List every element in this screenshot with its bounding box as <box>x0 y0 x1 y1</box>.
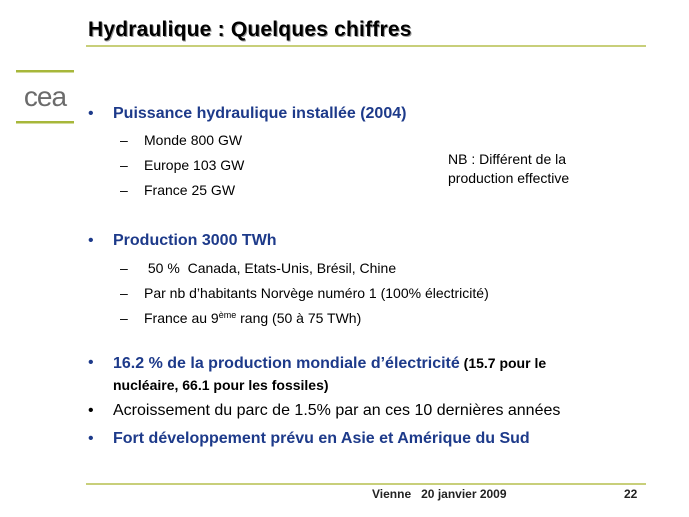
title-divider <box>86 45 646 47</box>
sub-item-text: France 25 GW <box>144 182 236 198</box>
world-share-continuation: nucléaire, 66.1 pour les fossiles) <box>113 377 329 393</box>
bullet-dot: • <box>88 232 94 249</box>
dash-mark: – <box>120 260 128 276</box>
footer-divider <box>86 483 646 485</box>
sub-item-text <box>144 309 361 327</box>
sub-item-text: 50 % Canada, Etats-Unis, Brésil, Chine <box>144 260 397 276</box>
sub-item-text: Par nb d’habitants Norvège numéro 1 (100% électricité) <box>144 285 489 301</box>
nb-note-line: NB : Différent de la <box>448 151 567 167</box>
nb-note <box>448 150 569 188</box>
dash-mark: – <box>120 285 128 301</box>
dash-mark: – <box>120 182 128 198</box>
rank-superscript: ème <box>218 310 237 320</box>
dash-mark: – <box>120 132 128 148</box>
dash-mark: – <box>120 310 128 326</box>
bullet-dot: • <box>88 354 94 371</box>
bullet-dot: • <box>88 105 94 122</box>
page-number: 22 <box>624 487 638 501</box>
bullet-text: Production 3000 TWh <box>113 232 277 249</box>
rank-suffix: rang (50 à 75 TWh) <box>236 310 362 326</box>
sub-item-text: Monde 800 GW <box>144 132 243 148</box>
svg-text:cea: cea <box>23 81 67 112</box>
footer-event-date: Vienne 20 janvier 2009 <box>372 487 507 501</box>
bullet-dot: • <box>88 430 94 447</box>
sub-item-text: Europe 103 GW <box>144 157 245 173</box>
bullet-text <box>113 353 546 374</box>
dash-mark: – <box>120 157 128 173</box>
bullet-text: Puissance hydraulique installée (2004) <box>113 105 407 122</box>
world-share-paren: (15.7 pour le <box>459 355 547 371</box>
rank-prefix: France au 9 <box>144 310 219 326</box>
slide-title: Hydraulique : Quelques chiffres <box>88 18 412 41</box>
bullet-dot: • <box>88 402 94 419</box>
nb-note-line: production effective <box>448 170 570 186</box>
bullet-text: Acroissement du parc de 1.5% par an ces 10 dernières années <box>113 402 561 419</box>
cea-logo <box>14 66 76 128</box>
world-share-main: 16.2 % de la production mondiale d’électricité <box>113 355 460 372</box>
bullet-text: Fort développement prévu en Asie et Amérique du Sud <box>113 430 530 447</box>
